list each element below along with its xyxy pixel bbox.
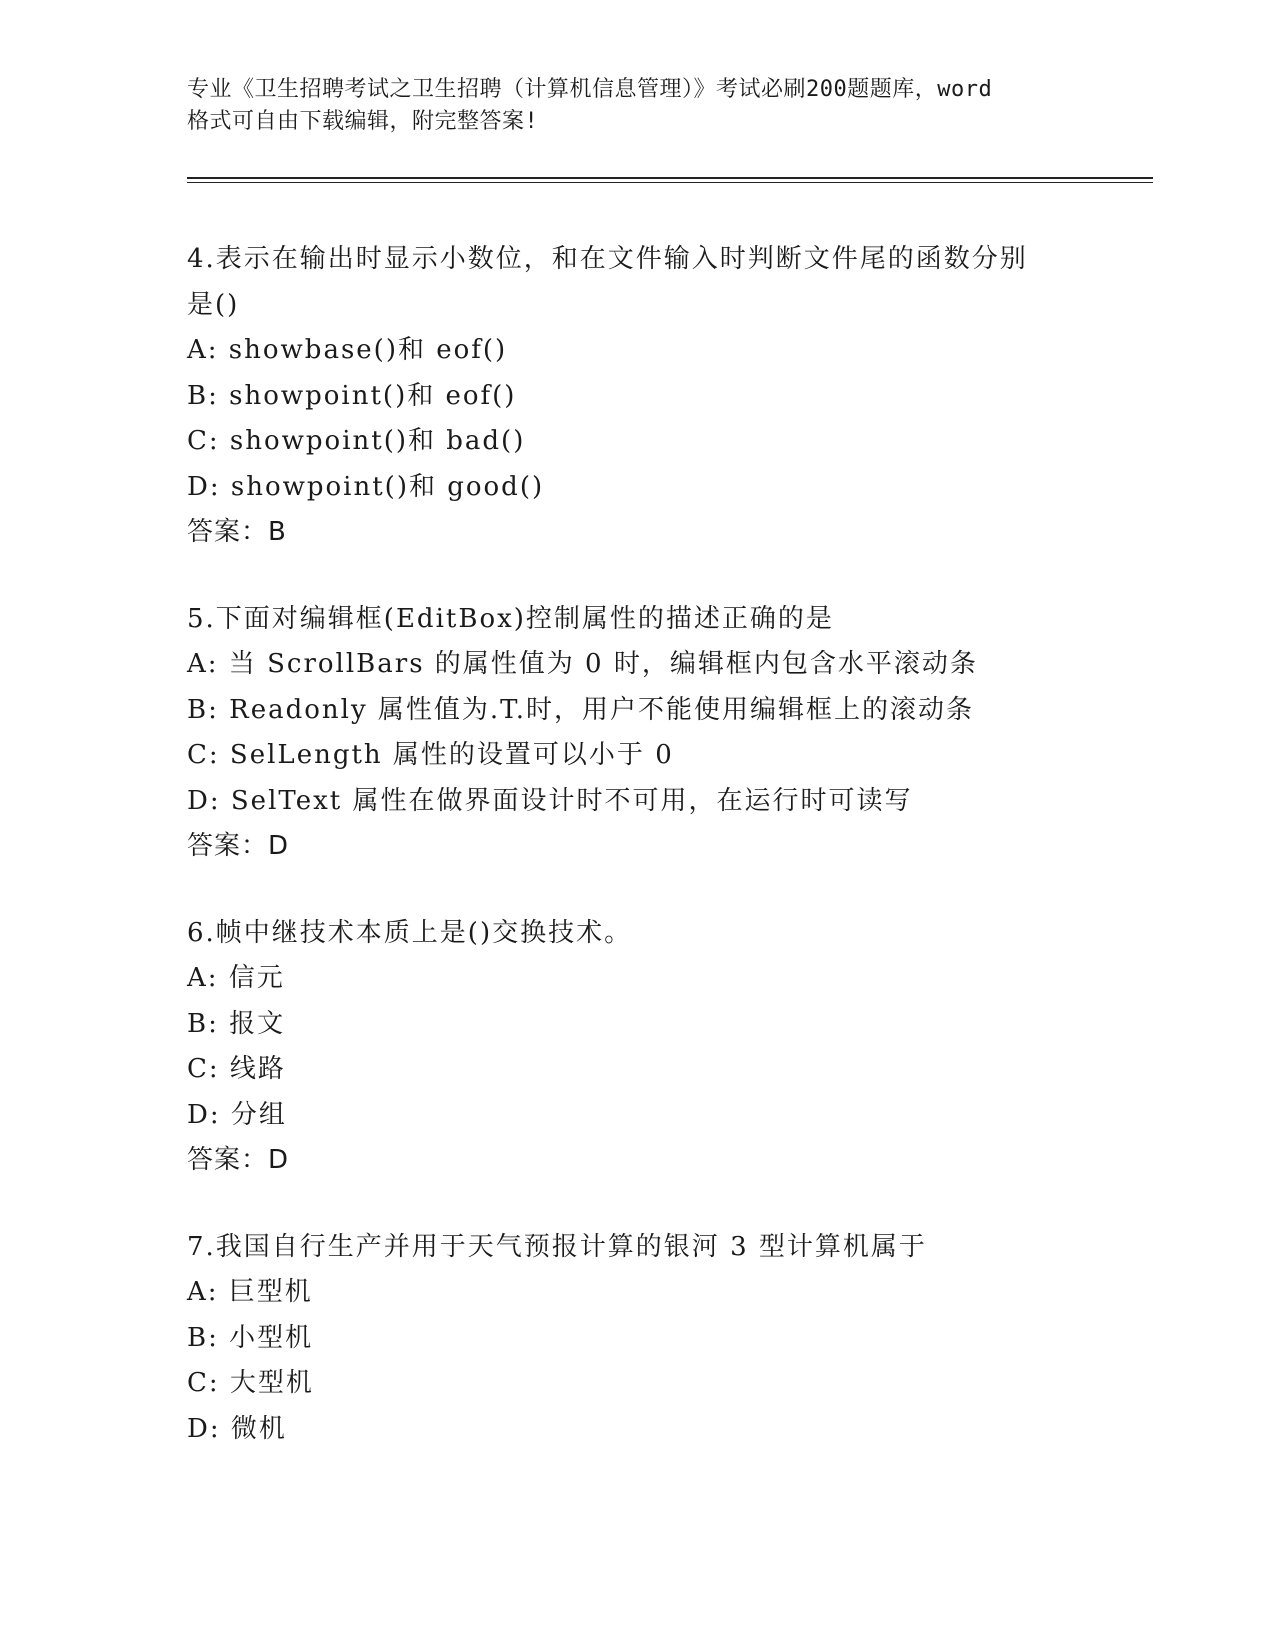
option-c: C: SelLength 属性的设置可以小于 0 — [187, 740, 674, 770]
answer-label: 答案：B — [187, 517, 287, 547]
question-7 — [187, 1225, 1087, 1453]
document-header — [187, 74, 1087, 138]
header-rule-thick — [187, 177, 1153, 179]
answer-label: 答案：D — [187, 1145, 290, 1175]
question-6 — [187, 911, 1087, 1184]
question-stem: 是() — [187, 289, 240, 320]
option-d: D: 分组 — [187, 1099, 287, 1130]
option-d: D: 微机 — [187, 1413, 287, 1444]
question-stem: 5.下面对编辑框(EditBox)控制属性的描述正确的是 — [187, 603, 834, 634]
header-line-1: 专业《卫生招聘考试之卫生招聘（计算机信息管理）》考试必刷200题题库，word — [187, 77, 993, 102]
option-a: A: 信元 — [187, 963, 285, 993]
option-a: A: showbase()和 eof() — [187, 335, 508, 365]
option-b: B: 小型机 — [187, 1322, 314, 1353]
answer-label: 答案：D — [187, 831, 290, 861]
question-5 — [187, 597, 1087, 870]
option-b: B: showpoint()和 eof() — [187, 380, 517, 411]
option-c: C: showpoint()和 bad() — [187, 426, 526, 456]
question-4 — [187, 237, 1087, 556]
option-a: A: 巨型机 — [187, 1277, 313, 1307]
option-a: A: 当 ScrollBars 的属性值为 0 时，编辑框内包含水平滚动条 — [187, 649, 978, 679]
option-b: B: 报文 — [187, 1008, 286, 1039]
header-rule-thin — [187, 182, 1153, 183]
header-line-2: 格式可自由下载编辑，附完整答案! — [187, 109, 539, 134]
question-stem: 6.帧中继技术本质上是()交换技术。 — [187, 917, 633, 948]
question-stem: 4.表示在输出时显示小数位，和在文件输入时判断文件尾的函数分别 — [187, 244, 1028, 274]
option-d: D: showpoint()和 good() — [187, 471, 545, 502]
option-c: C: 线路 — [187, 1054, 286, 1084]
question-stem: 7.我国自行生产并用于天气预报计算的银河 3 型计算机属于 — [187, 1231, 927, 1262]
option-c: C: 大型机 — [187, 1368, 314, 1398]
option-d: D: SelText 属性在做界面设计时不可用，在运行时可读写 — [187, 785, 913, 816]
option-b: B: Readonly 属性值为.T.时，用户不能使用编辑框上的滚动条 — [187, 694, 974, 725]
question-list — [187, 237, 1087, 1493]
